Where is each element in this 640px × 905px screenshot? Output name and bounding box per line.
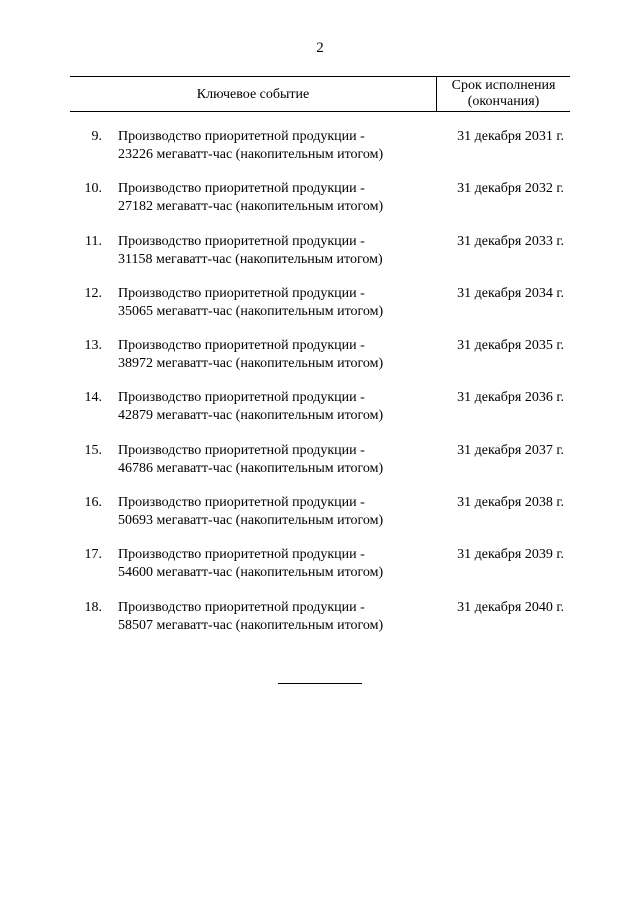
table-row — [70, 494, 570, 546]
row-number: 11. — [85, 233, 102, 249]
row-event-line2: 31158 мегаватт-час (накопительным итогом) — [118, 251, 383, 267]
row-event-line1: Производство приоритетной продукции - — [118, 547, 365, 563]
row-event — [118, 546, 438, 582]
table-body — [70, 128, 570, 651]
row-event — [118, 233, 438, 269]
row-date: 31 декабря 2037 г. — [457, 442, 564, 458]
row-event — [118, 337, 438, 373]
table-row — [70, 546, 570, 598]
header-deadline-label — [437, 78, 570, 110]
table-header — [70, 76, 570, 112]
row-event — [118, 494, 438, 530]
row-event — [118, 389, 438, 425]
header-event-label: Ключевое событие — [196, 87, 310, 102]
row-event-line1: Производство приоритетной продукции - — [118, 390, 365, 406]
row-date: 31 декабря 2040 г. — [457, 599, 564, 615]
row-event-line1: Производство приоритетной продукции - — [118, 233, 365, 249]
row-date: 31 декабря 2031 г. — [457, 129, 564, 144]
table-row — [70, 180, 570, 232]
row-event-line2: 50693 мегаватт-час (накопительным итогом) — [118, 513, 384, 529]
row-number: 17. — [84, 547, 102, 563]
row-event-line1: Производство приоритетной продукции - — [118, 338, 365, 354]
row-event-line1: Производство приоритетной продукции - — [118, 181, 365, 197]
row-date: 31 декабря 2034 г. — [457, 285, 564, 301]
row-event — [118, 285, 438, 321]
row-event-line2: 38972 мегаватт-час (накопительным итогом) — [118, 356, 384, 372]
row-event — [118, 128, 438, 164]
row-date: 31 декабря 2038 г. — [457, 495, 564, 511]
row-date: 31 декабря 2036 г. — [457, 390, 564, 406]
row-date: 31 декабря 2032 г. — [457, 181, 564, 197]
row-event — [118, 180, 438, 216]
row-number: 16. — [84, 495, 102, 511]
row-event-line1: Производство приоритетной продукции - — [118, 285, 365, 301]
table-row — [70, 442, 570, 494]
row-event-line2: 23226 мегаватт-час (накопительным итогом) — [118, 147, 384, 162]
row-event-line2: 54600 мегаватт-час (накопительным итогом) — [118, 565, 384, 581]
row-number: 13. — [84, 338, 102, 354]
row-date: 31 декабря 2039 г. — [457, 547, 564, 563]
row-event-line2: 58507 мегаватт-час (накопительным итогом) — [118, 617, 384, 633]
row-event-line1: Производство приоритетной продукции - — [118, 129, 365, 144]
row-event-line2: 42879 мегаватт-час (накопительным итогом) — [118, 408, 384, 424]
row-date: 31 декабря 2035 г. — [457, 338, 564, 354]
row-event-line2: 27182 мегаватт-час (накопительным итогом) — [118, 199, 384, 215]
row-number: 10. — [84, 181, 102, 197]
row-number: 12. — [84, 285, 102, 301]
row-number: 14. — [84, 390, 102, 406]
row-event-line1: Производство приоритетной продукции - — [118, 599, 365, 615]
table-row — [70, 233, 570, 285]
header-deadline-line1: Срок исполнения — [451, 78, 556, 93]
row-number: 18. — [84, 599, 102, 615]
row-event-line1: Производство приоритетной продукции - — [118, 442, 365, 458]
table-row — [70, 599, 570, 651]
row-number: 15. — [84, 442, 102, 458]
page-number: 2 — [316, 40, 324, 56]
table-row — [70, 337, 570, 389]
row-event-line2: 35065 мегаватт-час (накопительным итогом) — [118, 303, 384, 319]
table-row — [70, 128, 570, 180]
row-number: 9. — [91, 129, 102, 144]
table-row — [70, 389, 570, 441]
row-event-line2: 46786 мегаватт-час (накопительным итогом) — [118, 460, 384, 476]
table-row — [70, 285, 570, 337]
row-event — [118, 599, 438, 635]
row-event — [118, 442, 438, 478]
row-date: 31 декабря 2033 г. — [457, 233, 564, 249]
row-event-line1: Производство приоритетной продукции - — [118, 495, 365, 511]
end-separator-line — [278, 683, 362, 684]
header-deadline-line2: (окончания) — [467, 94, 540, 109]
